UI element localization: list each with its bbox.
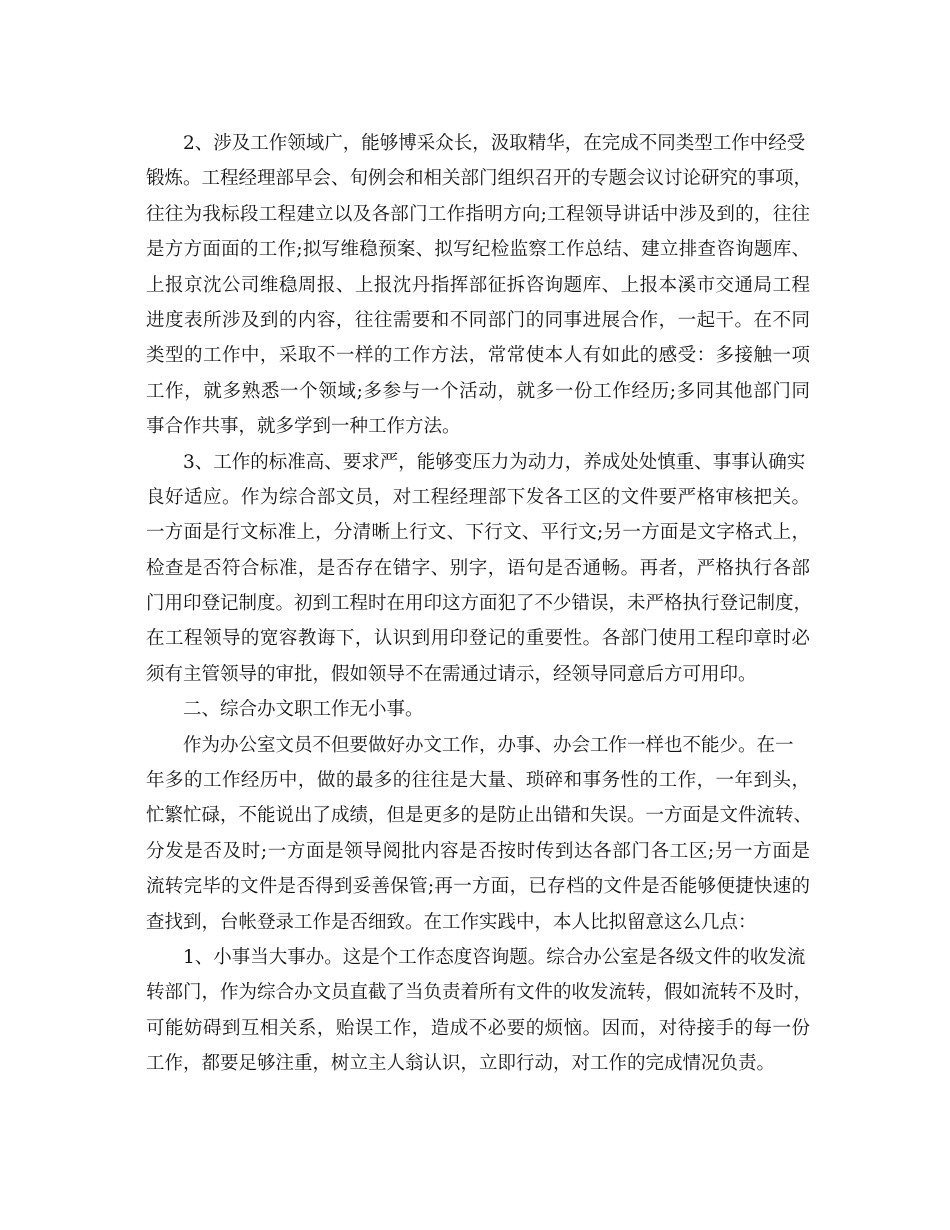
- paragraph-line: 类型的工作中，采取不一样的工作方法，常常使本人有如此的感受：多接触一项: [146, 345, 810, 367]
- paragraph-line: 作为办公室文员不但要做好办文工作，办事、办会工作一样也不能少。在一: [183, 734, 794, 756]
- paragraph-line: 流转完毕的文件是否得到妥善保管;再一方面，已存档的文件是否能够便捷快速的: [146, 876, 810, 898]
- paragraph-line: 检查是否符合标准，是否存在错字、别字，语句是否通畅。再者，严格执行各部: [146, 557, 810, 579]
- paragraph-line: 是方方面面的工作;拟写维稳预案、拟写纪检监察工作总结、建立排查咨询题库、: [146, 239, 810, 261]
- paragraph-line: 良好适应。作为综合部文员，对工程经理部下发各工区的文件要严格审核把关。: [146, 486, 810, 508]
- paragraph-line: 分发是否及时;一方面是领导阅批内容是否按时传到达各部门各工区;另一方面是: [146, 840, 810, 862]
- paragraph-line: 工作，都要足够注重，树立主人翁认识，立即行动，对工作的完成情况负责。: [146, 1053, 776, 1075]
- paragraph-line: 查找到，台帐登录工作是否细致。在工作实践中，本人比拟留意这么几点：: [146, 911, 757, 933]
- paragraph-line: 一方面是行文标准上，分清晰上行文、下行文、平行文;另一方面是文字格式上，: [146, 522, 810, 544]
- paragraph-line: 工作，就多熟悉一个领域;多参与一个活动，就多一份工作经历;多同其他部门同: [146, 380, 810, 402]
- paragraph-line: 往往为我标段工程建立以及各部门工作指明方向;工程领导讲话中涉及到的，往往: [146, 203, 810, 225]
- paragraph-line: 须有主管领导的审批，假如领导不在需通过请示，经领导同意后方可用印。: [146, 663, 757, 685]
- paragraph-line: 3、工作的标准高、要求严，能够变压力为动力，养成处处慎重、事事认确实: [183, 451, 806, 473]
- paragraph-line: 进度表所涉及到的内容，往往需要和不同部门的同事进展合作，一起干。在不同: [146, 309, 810, 331]
- paragraph-line: 2、涉及工作领域广，能够博采众长，汲取精华，在完成不同类型工作中经受: [183, 133, 806, 154]
- paragraph-line: 上报京沈公司维稳周报、上报沈丹指挥部征拆咨询题库、上报本溪市交通局工程: [146, 274, 810, 296]
- paragraph-line: 1、小事当大事办。这是个工作态度咨询题。综合办公室是各级文件的收发流: [183, 946, 806, 968]
- paragraph-line: 门用印登记制度。初到工程时在用印这方面犯了不少错误，未严格执行登记制度，: [146, 593, 813, 615]
- paragraph-line: 可能妨碍到互相关系，贻误工作，造成不必要的烦恼。因而，对待接手的每一份: [146, 1017, 810, 1039]
- paragraph-line: 忙繁忙碌，不能说出了成绩，但是更多的是防止出错和失误。一方面是文件流转、: [146, 805, 813, 827]
- paragraph-line: 事合作共事，就多学到一种工作方法。: [146, 416, 461, 438]
- paragraph-line: 锻炼。工程经理部早会、旬例会和相关部门组织召开的专题会议讨论研究的事项，: [146, 168, 813, 190]
- section-heading: 二、综合办文职工作无小事。: [183, 699, 424, 721]
- document-body: [146, 126, 813, 1082]
- paragraph-line: 转部门，作为综合办文员直截了当负责着所有文件的收发流转，假如流转不及时，: [146, 982, 813, 1004]
- paragraph-line: 年多的工作经历中，做的最多的往往是大量、琐碎和事务性的工作，一年到头，: [146, 770, 810, 792]
- paragraph-line: 在工程领导的宽容教诲下，认识到用印登记的重要性。各部门使用工程印章时必: [146, 628, 810, 650]
